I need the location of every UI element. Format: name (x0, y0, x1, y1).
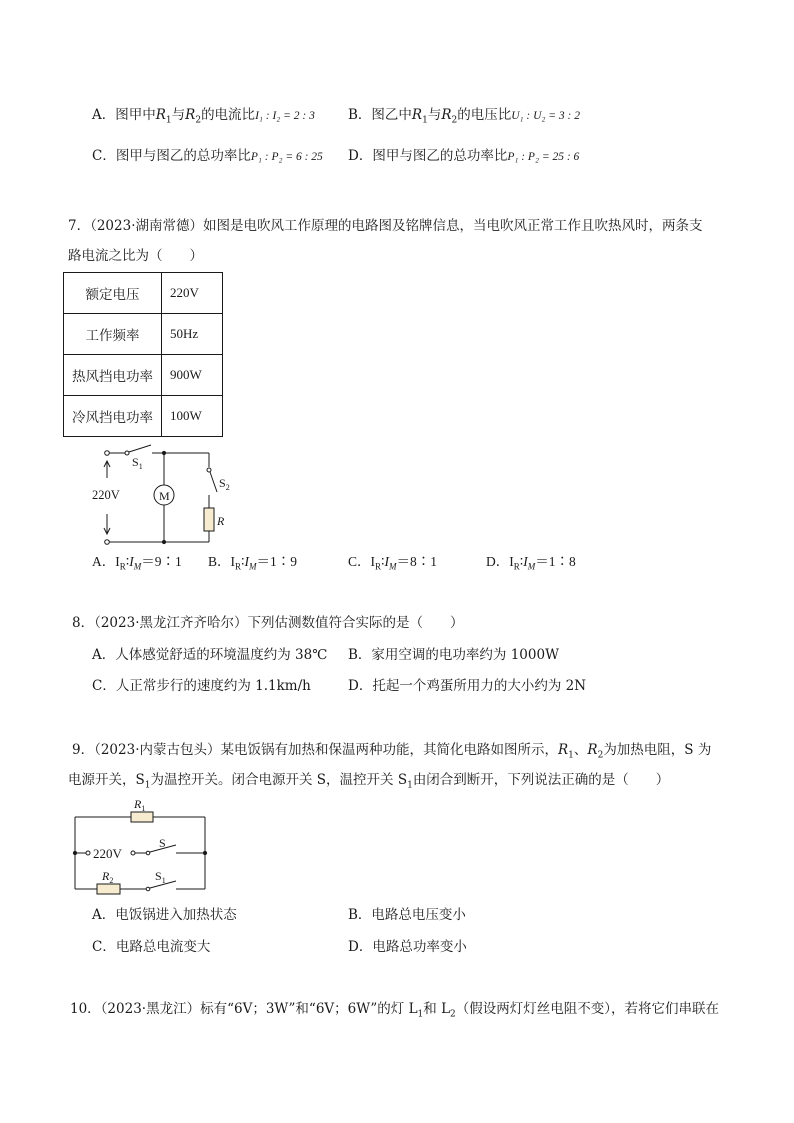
q9-option-d[interactable]: D．电路总功率变小 (348, 939, 467, 955)
q9-s1-pivot (146, 887, 150, 891)
q7-stem-line2: 路电流之比为（ ） (68, 248, 203, 264)
table-key: 冷风挡电功率 (64, 396, 162, 437)
q6-option-b[interactable]: B．图乙中$R_1$与$R_2$的电压比U₁ : U₂ = 3 : 2 (348, 107, 581, 126)
q7-option-b[interactable]: B．$I_R∶I_M=1∶9$ (208, 554, 298, 572)
q9-option-b[interactable]: B．电路总电压变小 (348, 907, 466, 923)
q9-stem-line1: 9．（2023·内蒙古包头）某电饭锅有加热和保温两种功能，其简化电路如图所示，$R_1$、$R_2$为加热电阻，S 为 (72, 742, 712, 761)
q7-s2-label: $S_2$ (219, 476, 230, 492)
q6-option-d[interactable]: D．图甲与图乙的总功率比P₁ : P₂ = 25 : 6 (348, 148, 580, 164)
q7-resistor-label: R (217, 514, 225, 528)
q7-option-c[interactable]: C．$I_R∶I_M=8∶1$ (348, 554, 438, 572)
q6-a-expression: I₁ : I₂ = 2 : 3 (255, 110, 315, 122)
q8-option-b[interactable]: B．家用空调的电功率约为 1000W (348, 647, 559, 663)
q9-s-label: S (159, 836, 166, 850)
q7-option-d[interactable]: D．$I_R∶I_M=1∶8$ (486, 554, 576, 572)
q8-stem: 8．（2023·黑龙江齐齐哈尔）下列估测数值符合实际的是（ ） (72, 615, 464, 631)
q9-terminal-left (86, 851, 90, 855)
q7-motor-label: M (159, 489, 170, 503)
q7-stem-line1: 7．（2023·湖南常德）如图是电吹风工作原理的电路图及铭牌信息，当电吹风正常工作且吹热风时，两条支 (68, 218, 703, 234)
table-value: 900W (162, 355, 223, 396)
table-value: 50Hz (162, 314, 223, 355)
q6-b-expression: U₁ : U₂ = 3 : 2 (511, 110, 581, 122)
table-key: 额定电压 (64, 273, 162, 314)
table-value: 100W (162, 396, 223, 437)
q7-voltage-label: 220V (92, 488, 120, 502)
q9-voltage-label: 220V (93, 846, 122, 861)
q8-option-d[interactable]: D．托起一个鸡蛋所用力的大小约为 2N (348, 678, 587, 694)
q9-stem-line2: 电源开关，$S_1$为温控开关。闭合电源开关 S，温控开关 $S_1$由闭合到断开，下列说法正确的是（ ） (68, 772, 670, 791)
q6-c-expression: P₁ : P₂ = 6 : 25 (250, 151, 323, 163)
table-key: 热风挡电功率 (64, 355, 162, 396)
q6-option-a[interactable]: A．图甲中$R_1$与$R_2$的电流比I₁ : I₂ = 2 : 3 (92, 107, 315, 126)
q10-stem: 10．（2023·黑龙江）标有“6V；3W”和“6V；6W”的灯 $L_1$和 $L_2$（假设两灯灯丝电阻不变），若将它们串联在 (70, 1001, 720, 1020)
q8-option-c[interactable]: C．人正常步行的速度约为 1.1km/h (92, 678, 311, 694)
q9-s1-label: $S_1$ (155, 869, 166, 885)
table-value: 220V (162, 273, 223, 314)
q6-option-c[interactable]: C．图甲与图乙的总功率比P₁ : P₂ = 6 : 25 (92, 148, 323, 164)
q9-r1-resistor (131, 812, 153, 822)
q9-s-pivot (146, 851, 150, 855)
table-key: 工作频率 (64, 314, 162, 355)
q9-r2-label: $R_2$ (102, 869, 114, 885)
q8-option-a[interactable]: A．人体感觉舒适的环境温度约为 38℃ (92, 647, 328, 663)
q7-option-a[interactable]: A．$I_R∶I_M=9∶1$ (92, 554, 182, 572)
q9-terminal-right (131, 851, 135, 855)
q9-r2-resistor (97, 884, 120, 894)
q6-d-expression: P₁ : P₂ = 25 : 6 (507, 151, 580, 163)
q7-s1-label: $S_1$ (132, 455, 143, 471)
q9-r1-label: $R_1$ (134, 797, 146, 813)
q9-option-a[interactable]: A．电饭锅进入加热状态 (92, 907, 237, 923)
q9-option-c[interactable]: C．电路总电流变大 (92, 939, 211, 955)
